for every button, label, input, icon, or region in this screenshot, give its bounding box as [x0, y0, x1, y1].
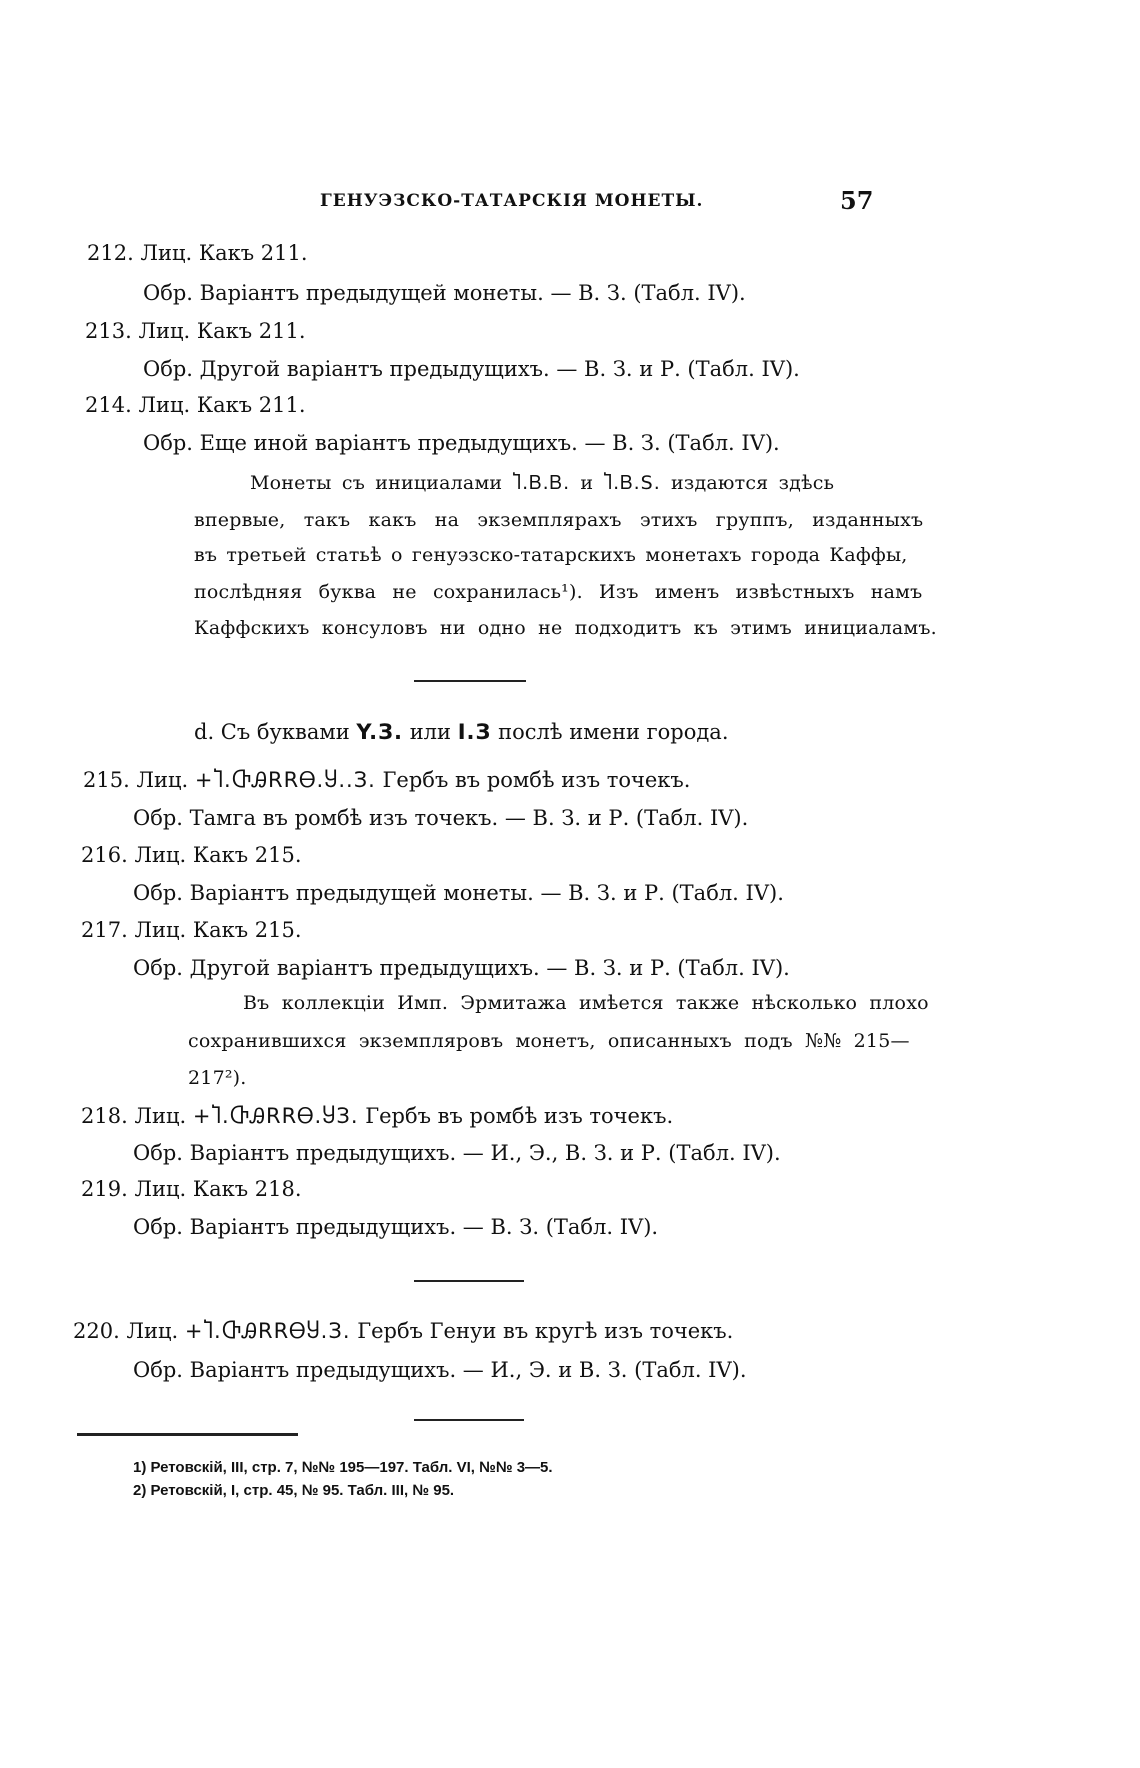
entry-number: 215. — [83, 768, 130, 792]
section-divider — [414, 1280, 524, 1282]
note1-line4: послѣдняя буква не сохранилась¹). Изъ именъ извѣстныхъ намъ — [194, 581, 923, 603]
note1-line3: въ третьей статьѣ о генуэзско-татарскихъ монетахъ города Каффы, — [194, 544, 908, 566]
section-divider — [414, 1419, 524, 1421]
note2-line1: Въ коллекціи Имп. Эрмитажа имѣется также нѣсколько плохо — [243, 992, 929, 1014]
coin-legend: +Ⴈ.ႧᎯRRᎾ.ႸЗ. — [192, 1104, 359, 1128]
section-divider — [414, 680, 526, 682]
entry-212-reverse: Обр. Варіантъ предыдущей монеты. — В. З. (Табл. IV). — [143, 281, 746, 305]
note2-line3: 217²). — [188, 1067, 247, 1089]
entry-number: 218. — [81, 1104, 128, 1128]
entry-217-line1: 217. Лиц. Какъ 215. — [81, 918, 302, 942]
entry-213-line1 — [85, 321, 306, 342]
entry-215-line1: 215. Лиц. +Ⴈ.ႧᎯRRᎾ.Ⴘ..З. Гербъ въ ромбѣ изъ точекъ. — [83, 768, 691, 792]
note1-line5: Каффскихъ консуловъ ни одно не подходитъ къ этимъ инициаламъ. — [194, 617, 937, 639]
section-d-heading: d. Съ буквами Y.З. или I.З послѣ имени города. — [194, 720, 729, 744]
coin-legend: Y.З. — [356, 720, 403, 744]
obverse-text: Лиц. Какъ 211. — [138, 393, 306, 417]
entry-number: 213. — [85, 319, 132, 343]
entry-217-reverse: Обр. Другой варіантъ предыдущихъ. — В. З. и Р. (Табл. IV). — [133, 956, 790, 980]
coin-legend: +Ⴈ.ႧᎯRRᎾ.Ⴘ..З. — [194, 768, 376, 792]
coin-legend: Ⴈ.Ᏼ.Ᏼ. — [512, 472, 571, 494]
footnote-rule — [77, 1433, 298, 1436]
coin-legend: I.З — [457, 720, 492, 744]
note1-line2: впервые, такъ какъ на экземплярахъ этихъ группъ, изданныхъ — [194, 509, 924, 531]
entry-219-reverse: Обр. Варіантъ предыдущихъ. — В. З. (Табл. IV). — [133, 1215, 659, 1239]
entry-number: 220. — [73, 1319, 120, 1343]
entry-216-reverse: Обр. Варіантъ предыдущей монеты. — В. З. и Р. (Табл. IV). — [133, 881, 784, 905]
entry-number: 212. — [87, 241, 134, 265]
entry-214-reverse: Обр. Еще иной варіантъ предыдущихъ. — В. З. (Табл. IV). — [143, 431, 780, 455]
obverse-text: Лиц. Какъ 211. — [138, 319, 306, 343]
entry-212-line1 — [87, 243, 308, 264]
page-number: 57 — [840, 186, 874, 215]
footnote-1: 1) Ретовскій, III, стр. 7, №№ 195—197. Табл. VI, №№ 3—5. — [133, 1459, 553, 1476]
note1-line1: Монеты съ инициалами Ⴈ.Ᏼ.Ᏼ. и Ⴈ.Ᏼ.S. издаются здѣсь — [250, 472, 835, 494]
entry-number: 216. — [81, 843, 128, 867]
obverse-text: Лиц. Какъ 211. — [140, 241, 308, 265]
entry-213-reverse: Обр. Другой варіантъ предыдущихъ. — В. З. и Р. (Табл. IV). — [143, 357, 800, 381]
entry-215-reverse: Обр. Тамга въ ромбѣ изъ точекъ. — В. З. и Р. (Табл. IV). — [133, 806, 749, 830]
coin-legend: Ⴈ.Ᏼ.S. — [603, 472, 661, 494]
entry-220-line1: 220. Лиц. +Ⴈ.ႧᎯRRᎾႸ.З. Гербъ Генуи въ кругѣ изъ точекъ. — [73, 1319, 734, 1343]
entry-220-reverse: Обр. Варіантъ предыдущихъ. — И., Э. и В. З. (Табл. IV). — [133, 1358, 747, 1382]
entry-218-line1: 218. Лиц. +Ⴈ.ႧᎯRRᎾ.ႸЗ. Гербъ въ ромбѣ изъ точекъ. — [81, 1104, 674, 1128]
note2-line2: сохранившихся экземпляровъ монетъ, описанныхъ подъ №№ 215— — [188, 1030, 910, 1052]
entry-number: 219. — [81, 1177, 128, 1201]
entry-216-line1: 216. Лиц. Какъ 215. — [81, 843, 302, 867]
entry-number: 217. — [81, 918, 128, 942]
coin-legend: +Ⴈ.ႧᎯRRᎾႸ.З. — [184, 1319, 351, 1343]
entry-number: 214. — [85, 393, 132, 417]
entry-218-reverse: Обр. Варіантъ предыдущихъ. — И., Э., В. З. и Р. (Табл. IV). — [133, 1141, 781, 1165]
footnote-2: 2) Ретовскій, I, стр. 45, № 95. Табл. III, № 95. — [133, 1482, 455, 1499]
running-title: ГЕНУЭЗСКО-ТАТАРСКІЯ МОНЕТЫ. — [320, 191, 704, 211]
entry-214-line1 — [85, 395, 306, 416]
entry-219-line1: 219. Лиц. Какъ 218. — [81, 1177, 302, 1201]
